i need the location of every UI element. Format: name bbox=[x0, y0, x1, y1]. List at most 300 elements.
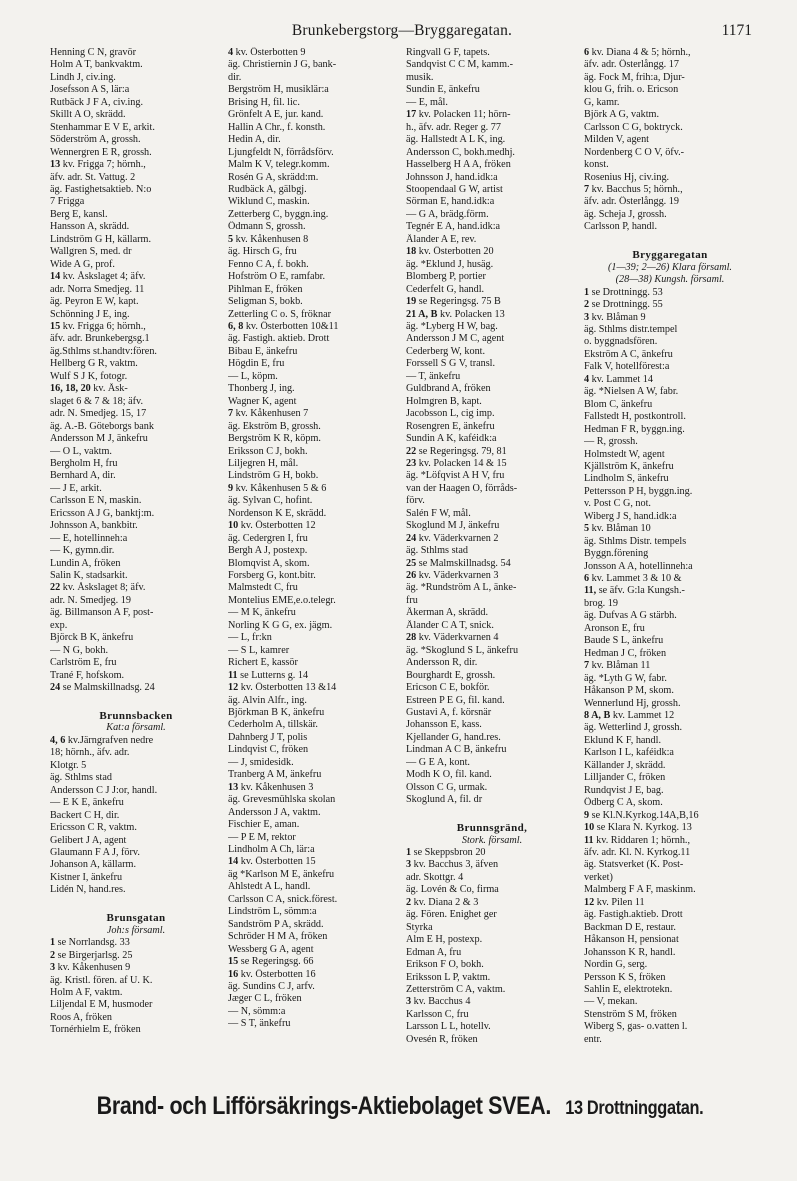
directory-entry: h., äfv. adr. Reger g. 77 bbox=[406, 121, 501, 133]
directory-entry: G, kamr. bbox=[584, 96, 620, 108]
directory-entry: 22 se Regeringsg. 79, 81 bbox=[406, 445, 507, 457]
directory-entry: äg. Hallstedt A L K, ing. bbox=[406, 134, 506, 146]
directory-entry: Holm A F, vaktm. bbox=[50, 986, 123, 998]
directory-entry: 12 kv. Pilen 11 bbox=[584, 896, 645, 908]
directory-entry: Lindman A C B, änkefru bbox=[406, 744, 507, 756]
directory-entry: äg. Kristl. fören. af U. K. bbox=[50, 974, 153, 986]
directory-entry: van der Haagen O, förråds- bbox=[406, 482, 518, 494]
directory-entry: Carlsson P, handl. bbox=[584, 221, 658, 233]
directory-entry: äg. Sthlms stad bbox=[406, 545, 468, 557]
directory-entry: Jonsson A A, hotellinneh:a bbox=[584, 560, 693, 572]
directory-entry: Fenno C A, f. bokh. bbox=[228, 258, 309, 270]
directory-entry: 15 kv. Frigga 6; hörnh., bbox=[50, 320, 146, 332]
directory-entry: Rudbäck A, gälbgj. bbox=[228, 183, 307, 195]
directory-entry: — L, fr:kn bbox=[228, 632, 272, 644]
directory-entry: Glaumann F A J, förv. bbox=[50, 847, 140, 858]
directory-entry: adr. N. Smedjeg. 19 bbox=[50, 594, 131, 606]
directory-entry: Berg E, kansl. bbox=[50, 208, 108, 220]
directory-entry: Holmstedt W, agent bbox=[584, 448, 665, 460]
parish-subheading: (1—39; 2—26) Klara församl. bbox=[608, 261, 732, 273]
directory-entry: Andersson J A, vaktm. bbox=[228, 806, 321, 818]
directory-entry: — R, grossh. bbox=[584, 436, 638, 448]
directory-entry: 3 kv. Kåkenhusen 9 bbox=[50, 962, 131, 974]
street-heading: Bryggaregatan bbox=[632, 249, 708, 262]
directory-entry: Zetterström C A, vaktm. bbox=[406, 983, 506, 995]
directory-entry: — G E A, kont. bbox=[406, 756, 470, 768]
directory-entry: — T, änkefru bbox=[406, 370, 461, 382]
directory-entry: 6, 8 kv. Österbotten 10&11 bbox=[228, 320, 339, 332]
directory-entry: Larsson L L, hotellv. bbox=[406, 1021, 491, 1033]
directory-entry: Wulf S J K, fotogr. bbox=[50, 370, 128, 382]
directory-entry: 25 se Malmskillnadsg. 54 bbox=[406, 557, 511, 569]
street-heading: Brunnsgränd, bbox=[456, 822, 528, 835]
directory-entry: Malm K V, telegr.komm. bbox=[228, 159, 330, 171]
directory-entry: 28 kv. Väderkvarnen 4 bbox=[406, 632, 499, 644]
directory-entry: — E, hotellinneh:a bbox=[50, 532, 128, 544]
directory-entry: Ericsson A J G, banktj:m. bbox=[50, 507, 155, 519]
directory-entry bbox=[584, 234, 756, 246]
directory-entry: Skoglund M J, änkefru bbox=[406, 520, 500, 532]
directory-entry: musik. bbox=[406, 71, 434, 83]
directory-entry: äg. *Eklund J, husäg. bbox=[406, 258, 494, 270]
directory-entry: Sundin E, änkefru bbox=[406, 84, 480, 96]
directory-entry: Hedman F R, byggn.ing. bbox=[584, 423, 685, 435]
directory-entry: 11, se äfv. G:la Kungsh.- bbox=[584, 585, 685, 597]
directory-entry: 6 kv. Diana 4 & 5; hörnh., bbox=[584, 47, 691, 58]
directory-entry: äg. Lovén & Co, firma bbox=[406, 884, 499, 896]
directory-entry: äg. Dufvas A G stärbh. bbox=[584, 610, 677, 622]
directory-entry: Stenström S M, fröken bbox=[584, 1008, 677, 1020]
directory-entry bbox=[50, 695, 222, 707]
directory-entry: Ericson C E, bokför. bbox=[406, 682, 490, 694]
directory-entry: äg. *Lyberg H W, bag. bbox=[406, 320, 498, 332]
directory-entry: Liljendal E M, husmoder bbox=[50, 999, 153, 1011]
directory-entry: Bergström K R, köpm. bbox=[228, 433, 321, 445]
directory-entry: äfv. adr. St. Vattug. 2 bbox=[50, 171, 136, 183]
directory-entry: Malmberg F A F, maskinm. bbox=[584, 884, 696, 896]
directory-entry: Thonberg J, ing. bbox=[228, 383, 295, 395]
directory-entry: äg. Fastigh. aktieb. Drott bbox=[228, 333, 330, 345]
directory-entry: äg. *Lyth G W, fabr. bbox=[584, 672, 667, 684]
directory-entry: äg. Sthlms Distr. tempels bbox=[584, 535, 687, 547]
directory-entry: 14 kv. Österbotten 15 bbox=[228, 856, 316, 868]
directory-entry: adr. Skottgr. 4 bbox=[406, 871, 464, 883]
directory-entry: Carlsson C A, snick.förest. bbox=[228, 893, 338, 905]
directory-entry: Bergh A J, postexp. bbox=[228, 545, 308, 557]
directory-entry: 5 kv. Blåman 10 bbox=[584, 523, 651, 535]
directory-entry: Henning C N, gravör bbox=[50, 47, 137, 58]
directory-entry: Ringvall G F, tapets. bbox=[406, 47, 490, 58]
directory-entry: Tegnér E A, hand.idk:a bbox=[406, 221, 501, 233]
advertisement-text: Brand- och Lifförsäkrings-Aktiebolaget SVEA. bbox=[96, 1092, 551, 1120]
directory-entry: exp. bbox=[50, 619, 68, 631]
directory-entry: äg. Hirsch G, fru bbox=[228, 246, 297, 258]
directory-entry: Tornérhielm E, fröken bbox=[50, 1024, 141, 1036]
parish-subheading: (28—38) Kungsh. församl. bbox=[615, 274, 725, 286]
directory-entry: äg. Cedergren I, fru bbox=[228, 532, 308, 544]
page-title: Brunkebergstorg—Bryggaregatan. bbox=[291, 22, 513, 39]
directory-entry: äg. *Löfqvist A H V, fru bbox=[406, 470, 505, 482]
directory-entry: Björck B K, änkefru bbox=[50, 632, 134, 644]
directory-entry: äfv. adr. Brunkebergsg.1 bbox=[50, 333, 150, 345]
directory-entry: äg. Christiernin J G, bank- bbox=[228, 59, 337, 71]
directory-entry: äfv. adr. Österlångg. 19 bbox=[584, 196, 679, 208]
directory-entry: Zetterberg C, byggn.ing. bbox=[228, 208, 329, 220]
directory-entry: Guldbrand A, fröken bbox=[406, 383, 491, 395]
directory-entry: Karlsson C, fru bbox=[406, 1008, 469, 1020]
directory-entry: Kjällström K, änkefru bbox=[584, 460, 674, 472]
directory-entry: Forssell S G V, transl. bbox=[406, 358, 496, 370]
directory-entry: Wagner K, agent bbox=[228, 395, 297, 407]
directory-entry: äg. Peyron E W, kapt. bbox=[50, 296, 139, 308]
column-1 bbox=[50, 47, 222, 1072]
directory-entry: 6 kv. Lammet 3 & 10 & bbox=[584, 573, 682, 585]
directory-entry: Johnsson A, bankbitr. bbox=[50, 520, 138, 532]
directory-entry: Andersson C, bokh.medhj. bbox=[406, 146, 515, 158]
directory-entry: Wennergren E R, grossh. bbox=[50, 146, 152, 158]
directory-entry: 22 kv. Åskslaget 8; äfv. bbox=[50, 582, 146, 594]
directory-entry: Andersson R, dir. bbox=[406, 657, 478, 669]
directory-entry: — K, gymn.dir. bbox=[50, 545, 115, 557]
directory-entry: Lundin A, fröken bbox=[50, 557, 121, 569]
directory-entry: Nordenson K E, skrädd. bbox=[228, 507, 327, 519]
directory-entry: äg. Ekström B, grossh. bbox=[228, 420, 321, 432]
directory-entry: — G A, brädg.förm. bbox=[406, 208, 489, 220]
directory-entry: Wiberg S, gas- o.vatten l. bbox=[584, 1021, 688, 1033]
directory-entry: Kistner I, änkefru bbox=[50, 871, 123, 883]
directory-entry: Åkerman A, skrädd. bbox=[406, 607, 489, 619]
parish-subheading: Stork. församl. bbox=[461, 834, 523, 846]
directory-entry: Jacobsson L, cig imp. bbox=[406, 408, 495, 420]
directory-entry: äg. Fören. Enighet ger bbox=[406, 909, 497, 921]
directory-entry: — J E, arkit. bbox=[50, 482, 102, 494]
directory-entry: Lindström G H, bokb. bbox=[228, 470, 319, 482]
parish-subheading: Joh:s församl. bbox=[106, 924, 166, 936]
directory-entry: 19 se Regeringsg. 75 B bbox=[406, 296, 501, 308]
directory-entry: Ekström A C, änkefru bbox=[584, 348, 673, 360]
directory-entry: Skoglund A, fil. dr bbox=[406, 794, 483, 806]
directory-entry: Hasselberg H A A, fröken bbox=[406, 159, 511, 171]
column-2 bbox=[228, 47, 400, 1072]
directory-entry: 8 A, B kv. Lammet 12 bbox=[584, 710, 675, 722]
directory-entry: Högdin E, fru bbox=[228, 358, 285, 370]
directory-entry: Bibau E, änkefru bbox=[228, 345, 298, 357]
directory-entry: Håkanson H, pensionat bbox=[584, 934, 679, 946]
directory-entry: Rosén G A, skrädd:m. bbox=[228, 171, 319, 183]
directory-entry: — E K E, änkefru bbox=[50, 797, 124, 809]
directory-entry: Josefsson A S, lär:a bbox=[50, 84, 130, 96]
directory-entry: äg. Alvin Alfr., ing. bbox=[228, 694, 307, 706]
directory-entry: äfv. adr. Kl. N. Kyrkog.11 bbox=[584, 847, 691, 858]
street-heading: Brunnsbacken bbox=[99, 710, 173, 723]
directory-entry: Seligman S, bokb. bbox=[228, 296, 303, 308]
directory-entry: Cederberg W, kont. bbox=[406, 345, 486, 357]
directory-entry: äg.Sthlms st.handtv:fören. bbox=[50, 345, 157, 357]
directory-entry: brog. 19 bbox=[584, 597, 618, 609]
directory-entry: — V, mekan. bbox=[584, 996, 638, 1008]
directory-entry: äg. Fastigh.aktieb. Drott bbox=[584, 909, 683, 921]
directory-entry: 3 kv. Bacchus 4 bbox=[406, 996, 471, 1008]
directory-entry: Skillt A O, skrädd. bbox=[50, 109, 126, 121]
directory-entry: Carlsson C G, boktryck. bbox=[584, 121, 683, 133]
directory-entry: 18; hörnh., äfv. adr. bbox=[50, 747, 130, 759]
directory-entry: 1 se Norrlandsg. 33 bbox=[50, 937, 130, 949]
directory-entry: äg. *Skoglund S L, änkefru bbox=[406, 644, 519, 656]
directory-entry: Hedman J C, fröken bbox=[584, 647, 667, 659]
column-4 bbox=[584, 47, 756, 1072]
columns-container bbox=[50, 47, 756, 1072]
directory-entry: Wiklund C, maskin. bbox=[228, 196, 310, 208]
directory-entry: Trané F, hofskom. bbox=[50, 669, 125, 681]
directory-entry: Liljegren H, mål. bbox=[228, 457, 299, 469]
directory-entry: Lindström G H, källarm. bbox=[50, 233, 152, 245]
directory-entry: Ahlstedt A L, handl. bbox=[228, 881, 311, 893]
directory-entry: 26 kv. Väderkvarnen 3 bbox=[406, 570, 499, 582]
directory-entry: 11 kv. Riddaren 1; hörnh., bbox=[584, 834, 691, 846]
directory-entry: Rosengren E, änkefru bbox=[406, 420, 495, 432]
directory-entry: Brising H, fil. lic. bbox=[228, 96, 300, 108]
directory-entry: Salin K, stadsarkit. bbox=[50, 570, 128, 582]
directory-entry: Estreen P E G, fil. kand. bbox=[406, 694, 505, 706]
directory-entry: Bergholm H, fru bbox=[50, 457, 118, 469]
directory-entry: Olsson C G, urmak. bbox=[406, 781, 488, 793]
directory-entry: Carlsson E N, maskin. bbox=[50, 495, 142, 507]
directory-entry: Wide A G, prof. bbox=[50, 258, 115, 270]
directory-entry: äg. *Nielsen A W, fabr. bbox=[584, 386, 679, 398]
directory-entry: Richert E, kassör bbox=[228, 657, 298, 669]
directory-entry: Zetterling C o. S, fröknar bbox=[228, 308, 331, 320]
directory-entry: äg. Wetterlind J, grossh. bbox=[584, 722, 683, 734]
directory-entry: Hofström O E, ramfabr. bbox=[228, 271, 326, 283]
directory-entry: Bourghardt E, grossh. bbox=[406, 669, 496, 681]
directory-entry: Schröder H M A, fröken bbox=[228, 931, 328, 943]
directory-entry: Johansson K R, handl. bbox=[584, 946, 676, 958]
directory-entry: Falk V, hotellförest:a bbox=[584, 361, 670, 373]
directory-entry: 9 se Kl.N.Kyrkog.14A,B,16 bbox=[584, 809, 699, 821]
directory-entry: — O L, vaktm. bbox=[50, 445, 112, 457]
directory-entry: Lindqvist C, fröken bbox=[228, 744, 309, 756]
directory-entry: Rundqvist J E, bag. bbox=[584, 784, 664, 796]
directory-entry: Holmgren B, kapt. bbox=[406, 395, 482, 407]
directory-entry: Norling K G G, ex. jägm. bbox=[228, 619, 333, 631]
directory-entry: Gelibert J A, agent bbox=[50, 834, 127, 846]
directory-entry: 16 kv. Österbotten 16 bbox=[228, 968, 316, 980]
directory-entry: Forsberg G, kont.bitr. bbox=[228, 570, 316, 582]
directory-entry: — S L, kamrer bbox=[228, 644, 290, 656]
directory-entry: Backert C H, dir. bbox=[50, 809, 120, 821]
directory-entry: — N G, bokh. bbox=[50, 644, 109, 656]
directory-entry: 7 Frigga bbox=[50, 196, 85, 208]
directory-entry: adr. N. Smedjeg. 15, 17 bbox=[50, 408, 147, 420]
directory-entry: Lindh J, civ.ing. bbox=[50, 71, 116, 83]
directory-entry: Sandström P A, skrädd. bbox=[228, 918, 324, 930]
directory-entry: Hallin A Chr., f. konsth. bbox=[228, 121, 326, 133]
directory-entry: 1 se Skeppsbron 20 bbox=[406, 847, 486, 858]
directory-entry: Lidén N, hand.res. bbox=[50, 884, 126, 896]
directory-entry: Kjellander G, hand.res. bbox=[406, 731, 501, 743]
directory-entry: äg. Fock M, frih:a, Djur- bbox=[584, 71, 685, 83]
directory-entry: Dahnberg J T, polis bbox=[228, 731, 308, 743]
directory-entry: 15 se Regeringsg. 66 bbox=[228, 956, 314, 968]
directory-entry: förv. bbox=[406, 495, 425, 507]
directory-entry: äg. Fastighetsaktieb. N:o bbox=[50, 183, 152, 195]
directory-entry: 2 se Birgerjarlsg. 25 bbox=[50, 949, 133, 961]
directory-entry: 10 se Klara N. Kyrkog. 13 bbox=[584, 822, 692, 834]
directory-entry: dir. bbox=[228, 71, 242, 83]
directory-entry: 18 kv. Österbotten 20 bbox=[406, 246, 494, 258]
directory-entry: 3 kv. Blåman 9 bbox=[584, 311, 646, 323]
directory-entry: 2 kv. Diana 2 & 3 bbox=[406, 896, 479, 908]
directory-entry: äg. Sundins C J, arfv. bbox=[228, 980, 315, 992]
directory-entry: Söderström A, grossh. bbox=[50, 134, 141, 146]
directory-entry: Wennerlund Hj, grossh. bbox=[584, 697, 681, 709]
directory-entry: Hellberg G R, vaktm. bbox=[50, 358, 138, 370]
directory-entry: Holm A T, bankvaktm. bbox=[50, 59, 143, 71]
directory-entry: Schönning J E, ing. bbox=[50, 308, 130, 320]
directory-entry: Montelius EME,e.o.telegr. bbox=[228, 594, 336, 606]
directory-entry: verket) bbox=[584, 871, 613, 883]
directory-entry: Eriksson L P, vaktm. bbox=[406, 971, 491, 983]
directory-entry: Persson K S, fröken bbox=[584, 971, 666, 983]
directory-entry: Sahlin E, elektrotekn. bbox=[584, 983, 673, 995]
directory-entry: Lindholm A Ch, lär:a bbox=[228, 844, 315, 855]
directory-entry: Hedin A, dir. bbox=[228, 134, 281, 146]
column-3 bbox=[406, 47, 578, 1072]
directory-entry: Johansson E, kass. bbox=[406, 719, 482, 731]
directory-entry: Pihlman E, fröken bbox=[228, 283, 303, 295]
directory-entry: 12 kv. Österbotten 13 &14 bbox=[228, 682, 337, 694]
directory-entry: 16, 18, 20 kv. Åsk- bbox=[50, 383, 128, 395]
directory-entry: Bernhard A, dir. bbox=[50, 470, 116, 482]
directory-entry: Ålander C A T, snick. bbox=[406, 619, 494, 631]
directory-entry: Jæger C L, fröken bbox=[228, 993, 302, 1005]
directory-entry: v. Post C G, not. bbox=[584, 498, 651, 510]
directory-entry: klou G, frih. o. Ericson bbox=[584, 84, 679, 96]
directory-entry: äg *Karlson M E, änkefru bbox=[228, 868, 335, 880]
directory-entry: Backman D E, restaur. bbox=[584, 921, 676, 933]
directory-entry: Källander J, skrädd. bbox=[584, 759, 666, 771]
directory-entry: Fallstedt H, postkontroll. bbox=[584, 411, 686, 423]
directory-entry: — E, mål. bbox=[406, 96, 448, 108]
directory-entry: Salén F W, mål. bbox=[406, 507, 471, 519]
directory-entry: Sandqvist C C M, kamm.- bbox=[406, 59, 513, 71]
directory-entry: Karlson I L, kaféidk:a bbox=[584, 747, 674, 759]
directory-entry: Baude S L, änkefru bbox=[584, 635, 664, 647]
directory-entry: Edman A, fru bbox=[406, 946, 462, 958]
directory-entry: äfv. adr. Österlångg. 17 bbox=[584, 59, 679, 71]
directory-entry: äg. Sthlms stad bbox=[50, 772, 112, 784]
street-heading: Brunsgatan bbox=[106, 912, 166, 925]
directory-entry: Grönfelt A E, jur. kand. bbox=[228, 109, 324, 121]
advertisement-address: 13 Drottninggatan. bbox=[565, 1098, 704, 1119]
directory-entry: Blomberg P, portier bbox=[406, 271, 486, 283]
directory-entry: Cederholm A, tillskär. bbox=[228, 719, 318, 731]
directory-entry: — S T, änkefru bbox=[228, 1018, 291, 1030]
directory-entry: Bergström H, musiklär:a bbox=[228, 84, 329, 96]
directory-entry: Byggn.förening bbox=[584, 548, 649, 560]
directory-entry: konst. bbox=[584, 159, 609, 171]
directory-entry: o. byggnadsfören. bbox=[584, 336, 658, 348]
directory-entry: — N, sömm:a bbox=[228, 1005, 286, 1017]
directory-entry: Ovesén R, fröken bbox=[406, 1033, 478, 1045]
directory-entry: Sörman E, hand.idk:a bbox=[406, 196, 495, 208]
directory-entry: äg. Scheja J, grossh. bbox=[584, 208, 667, 220]
directory-entry: 2 se Drottningg. 55 bbox=[584, 299, 663, 311]
directory-entry: Wessberg G A, agent bbox=[228, 943, 314, 955]
parish-subheading: Kat:a församl. bbox=[106, 722, 166, 734]
directory-entry: Ericsson C R, vaktm. bbox=[50, 822, 137, 834]
directory-entry: 24 se Malmskillnadsg. 24 bbox=[50, 682, 155, 694]
directory-entry: Carlström E, fru bbox=[50, 657, 117, 669]
directory-entry: — P E M, rektor bbox=[228, 831, 296, 843]
directory-entry: 14 kv. Åskslaget 4; äfv. bbox=[50, 271, 146, 283]
directory-entry bbox=[406, 807, 578, 819]
directory-entry: Stoopendaal G W, artist bbox=[406, 183, 503, 195]
directory-entry: Eriksson C J, bokh. bbox=[228, 445, 308, 457]
directory-entry: Modh K O, fil. kand. bbox=[406, 769, 492, 781]
directory-entry: 23 kv. Polacken 14 & 15 bbox=[406, 457, 507, 469]
directory-entry: Fischier E, aman. bbox=[228, 819, 300, 831]
directory-entry: Nordenberg C O V, öfv.- bbox=[584, 146, 685, 158]
directory-entry: äg. Statsverket (K. Post- bbox=[584, 859, 684, 871]
directory-entry: äg. A.-B. Göteborgs bank bbox=[50, 420, 154, 432]
directory-entry: äg. Sthlms distr.tempel bbox=[584, 323, 678, 335]
directory-entry: 21 A, B kv. Polacken 13 bbox=[406, 308, 505, 320]
directory-entry: Aronson E, fru bbox=[584, 622, 645, 634]
directory-entry: äg. Grevesmühlska skolan bbox=[228, 794, 336, 806]
directory-entry bbox=[50, 897, 222, 909]
directory-entry: äg. *Rundström A L, änke- bbox=[406, 582, 517, 594]
directory-entry: — L, köpm. bbox=[228, 370, 278, 382]
directory-entry: Andersson J M C, agent bbox=[406, 333, 505, 345]
directory-entry: fru bbox=[406, 594, 418, 606]
directory-entry: Cederfelt G, handl. bbox=[406, 283, 485, 295]
directory-entry: Alm E H, postexp. bbox=[406, 934, 483, 946]
directory-entry: Sundin A K, kaféidk:a bbox=[406, 433, 497, 445]
directory-entry: slaget 6 & 7 & 18; äfv. bbox=[50, 395, 143, 407]
directory-entry: Lindholm S, änkefru bbox=[584, 473, 669, 485]
directory-entry: Andersson C J J:or, handl. bbox=[50, 784, 158, 796]
directory-entry: 7 kv. Kåkenhusen 7 bbox=[228, 408, 309, 420]
page-number: 1171 bbox=[721, 22, 752, 39]
directory-entry: Ödberg C A, skom. bbox=[584, 797, 663, 809]
directory-entry: 4 kv. Lammet 14 bbox=[584, 373, 653, 385]
directory-entry: Ljungfeldt N, förrådsförv. bbox=[228, 146, 334, 158]
directory-entry: Rutbäck J F A, civ.ing. bbox=[50, 96, 144, 108]
directory-entry: 10 kv. Österbotten 12 bbox=[228, 520, 316, 532]
directory-entry: Lindström L, sömm:a bbox=[228, 906, 317, 918]
directory-entry: 7 kv. Blåman 11 bbox=[584, 660, 651, 672]
directory-entry: Nordin G, serg. bbox=[584, 959, 648, 971]
directory-entry: Wallgren S, med. dr bbox=[50, 246, 132, 258]
directory-entry: 24 kv. Väderkvarnen 2 bbox=[406, 532, 499, 544]
directory-entry: Rosenius Hj, civ.ing. bbox=[584, 171, 670, 183]
directory-entry: 4 kv. Österbotten 9 bbox=[228, 47, 306, 58]
directory-entry: 1 se Drottningg. 53 bbox=[584, 286, 663, 298]
directory-entry: 5 kv. Kåkenhusen 8 bbox=[228, 233, 309, 245]
directory-entry: 4, 6 kv.Järngrafven nedre bbox=[50, 734, 154, 746]
directory-entry: 3 kv. Bacchus 3, äfven bbox=[406, 859, 499, 871]
directory-entry: 7 kv. Bacchus 5; hörnh., bbox=[584, 183, 683, 195]
directory-entry: 11 se Lutterns g. 14 bbox=[228, 669, 309, 681]
directory-entry: Milden V, agent bbox=[584, 134, 649, 146]
directory-entry: Eklund K F, handl. bbox=[584, 734, 662, 746]
directory-entry: Tranberg A M, änkefru bbox=[228, 769, 322, 781]
directory-entry: Björk A G, vaktm. bbox=[584, 109, 659, 121]
directory-entry: 17 kv. Polacken 11; hörn- bbox=[406, 109, 511, 121]
directory-entry: adr. Norra Smedjeg. 11 bbox=[50, 283, 145, 295]
directory-entry: Lilljander C, fröken bbox=[584, 772, 666, 784]
